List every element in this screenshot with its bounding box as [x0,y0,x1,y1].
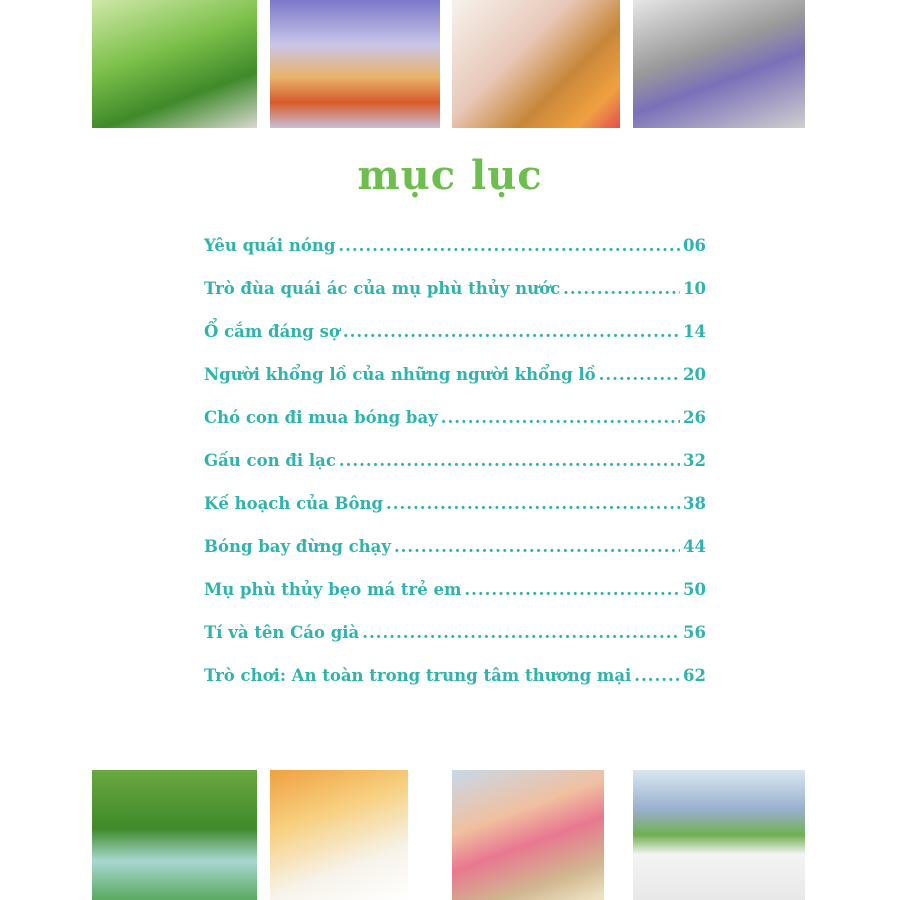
dot-leader [599,365,680,384]
toc-entry[interactable] [204,451,706,494]
illustration-forest-river [92,770,257,900]
dot-leader [338,236,680,255]
toc-entry[interactable] [204,322,706,365]
dot-leader [362,623,680,642]
toc-entry-page: 06 [683,236,706,255]
toc-entry-page: 10 [683,279,706,298]
illustration-witch-broom [633,0,805,128]
toc-entry-title: Trò đùa quái ác của mụ phù thủy nước [204,279,561,298]
toc-entry-title: Kế hoạch của Bông [204,494,384,513]
toc-entry-title: Yêu quái nóng [204,236,336,255]
toc-entry[interactable] [204,666,706,709]
toc-entry-page: 38 [683,494,706,513]
toc-entry-page: 14 [683,322,706,341]
table-of-contents [204,236,706,709]
dot-leader [394,537,680,556]
toc-entry[interactable] [204,623,706,666]
dot-leader [634,666,680,685]
illustration-autumn-pig [270,770,408,900]
illustration-rabbit [92,0,257,128]
illustration-dogs-city [633,770,805,900]
dot-leader [441,408,680,427]
toc-entry-page: 50 [683,580,706,599]
toc-entry-title: Bóng bay đừng chạy [204,537,391,556]
page-title: mục lục [357,152,543,199]
toc-entry[interactable] [204,279,706,322]
toc-entry[interactable] [204,408,706,451]
dot-leader [464,580,680,599]
toc-entry-title: Gấu con đi lạc [204,451,336,470]
toc-entry-page: 62 [683,666,706,685]
toc-entry-title: Chó con đi mua bóng bay [204,408,438,427]
toc-entry[interactable] [204,236,706,279]
illustration-animals-group [452,0,620,128]
dot-leader [339,451,680,470]
toc-entry[interactable] [204,494,706,537]
toc-entry[interactable] [204,537,706,580]
toc-entry-page: 26 [683,408,706,427]
dot-leader [343,322,680,341]
toc-entry[interactable] [204,365,706,408]
toc-entry-page: 32 [683,451,706,470]
toc-entry-title: Người khổng lồ của những người khổng lồ [204,365,596,384]
toc-entry[interactable] [204,580,706,623]
toc-entry-title: Trò chơi: An toàn trong trung tâm thương mại [204,666,632,685]
illustration-girl-puppy [452,770,604,900]
dot-leader [563,279,680,298]
toc-entry-title: Ổ cắm đáng sợ [204,322,340,341]
toc-entry-title: Tí và tên Cáo già [204,623,360,642]
illustration-fox-house [270,0,440,128]
toc-entry-title: Mụ phù thủy bẹo má trẻ em [204,580,462,599]
toc-entry-page: 20 [683,365,706,384]
toc-entry-page: 44 [683,537,706,556]
toc-entry-page: 56 [683,623,706,642]
dot-leader [386,494,680,513]
